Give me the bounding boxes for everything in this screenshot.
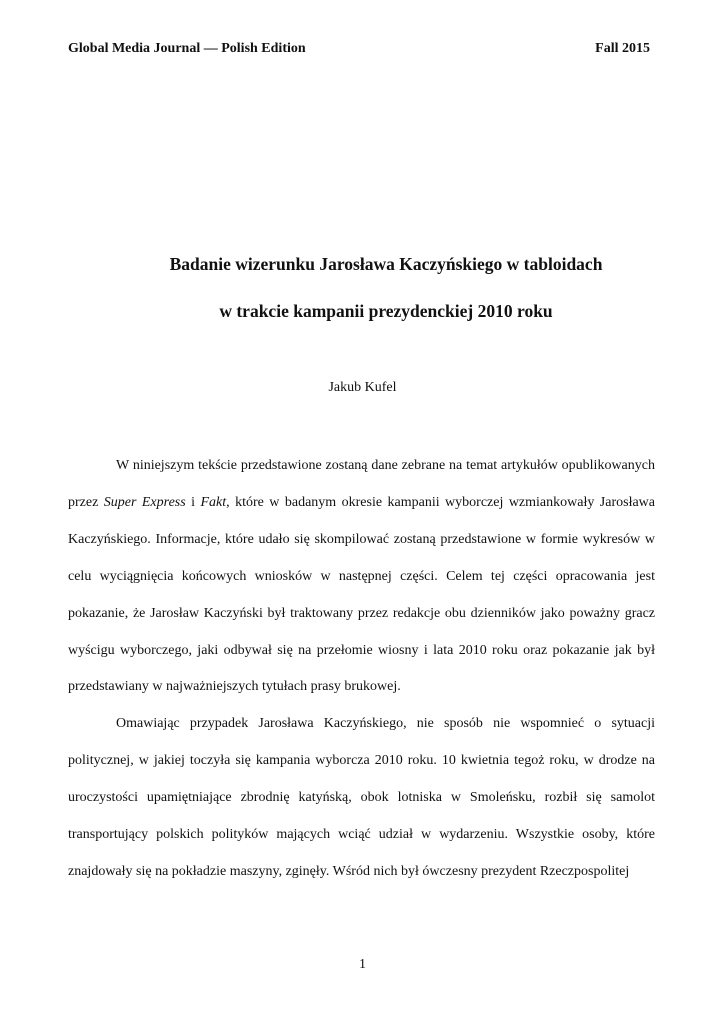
paragraph-2: Omawiając przypadek Jarosława Kaczyńskiego, nie sposób nie wspomnieć o sytuacji politycznej, w jakiej toczyła się kampania wyborcza 2010 roku. 10 kwietnia tegoż roku, w drodze na uroczystości upamiętniające zbrodnię katyńską, obok lotniska w Smoleńsku, rozbił się samolot transportujący polskich polityków mających wciąć udział w wydarzeniu. Wszystkie osoby, które znajdowały się na pokładzie maszyny, zginęły. Wśród nich był ówczesny prezydent Rzeczpospolitej (68, 716, 655, 879)
publication-fakt: Fakt (200, 494, 227, 510)
paragraph-1-text-b: i (185, 494, 201, 510)
publication-super-express: Super Express (103, 494, 186, 510)
paragraph-1-text-c: , które w badanym okresie kampanii wyborczej wzmiankowały Jarosława Kaczyńskiego. Informacje, które udało się skompilować zostaną przedstawione w formie wykresów w celu wyciągnięcia końcowych wniosków w następnej części. Celem tej części opracowania jest pokazanie, że Jarosław Kaczyński był traktowany przez redakcje obu dzienników jako poważny gracz wyścigu wyborczego, jaki odbywał się na przełomie wiosny i lata 2010 roku oraz pokazanie jak był przedstawiany w najważniejszych tytułach prasy brukowej. (68, 494, 655, 695)
running-header (68, 41, 650, 61)
article-body (68, 448, 655, 891)
paragraph-1-text-a: W niniejszym tekście przedstawione zostaną dane zebrane na temat artykułów opublikowanych przez (68, 458, 655, 510)
journal-issue: Fall 2015 (595, 41, 650, 56)
title-line-2: w trakcie kampanii prezydenckiej 2010 roku (219, 301, 553, 321)
journal-name: Global Media Journal — Polish Edition (68, 41, 306, 56)
title-line-1: Badanie wizerunku Jarosława Kaczyńskiego w tabloidach (169, 254, 603, 274)
author-name: Jakub Kufel (328, 380, 397, 395)
paragraph-1 (68, 448, 655, 706)
page-number: 1 (359, 957, 366, 972)
article-title (68, 254, 704, 321)
